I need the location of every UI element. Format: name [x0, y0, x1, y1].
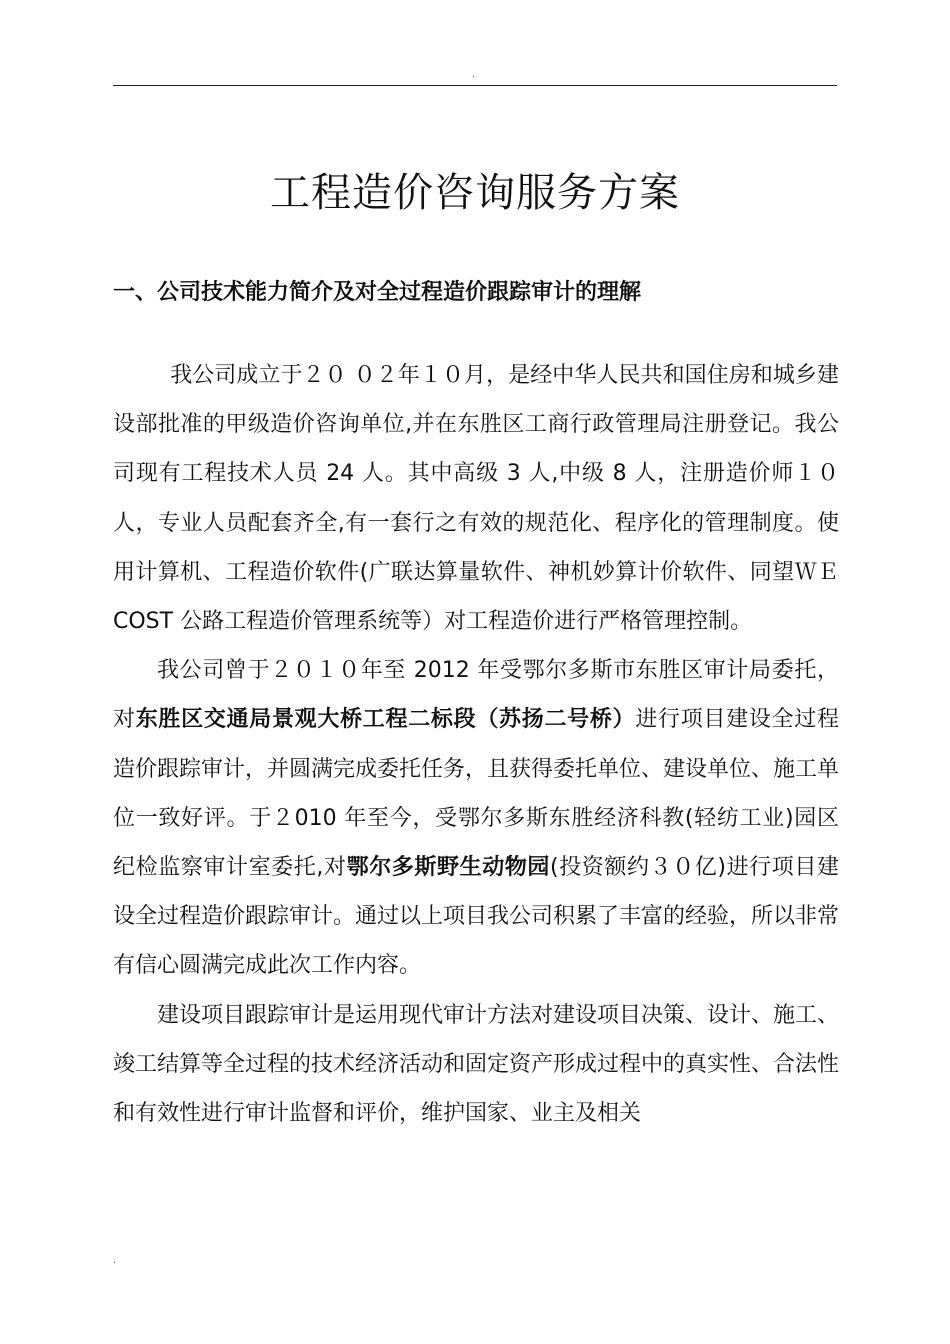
paragraph-text: 进行项目建设全过程造价跟踪审计，并圆满完成委托任务，且获得委托单位、建设单位、施工单位一致好评。于２010 年至今，受鄂尔多斯东胜经济科教(轻纺工业)园区纪检监察审计室委托,对: [113, 707, 840, 881]
project-name-zoo: 鄂尔多斯野生动物园: [346, 855, 551, 881]
document-title: 工程造价咨询服务方案: [270, 169, 680, 216]
footer-mark: .: [113, 1255, 117, 1266]
paragraph-company-intro: 我公司成立于２０ ０２年１０月，是经中华人民共和国住房和城乡建设部批准的甲级造价咨询单位,并在东胜区工商行政管理局注册登记。我公司现有工程技术人员 24 人。其中高级 3 人,中级 8 人，注册造价师１０人，专业人员配套齐全,有一套行之有效的规范化、程序化的管理制度。使用计算机、工程造价软件(广联达算量软件、神机妙算计价软件、同望ＷＥCOST 公路工程造价管理系统等）对工程造价进行严格管理控制。: [113, 363, 839, 635]
paragraph-text: (投资额约３０亿)进行项目建设全过程造价跟踪审计。通过以上项目我公司积累了丰富的经验，所以非常有信心圆满完成此次工作内容。: [113, 855, 840, 979]
paragraph-audit-definition: 建设项目跟踪审计是运用现代审计方法对建设项目决策、设计、施工、竣工结算等全过程的技术经济活动和固定资产形成过程中的真实性、合法性和有效性进行审计监督和评价，维护国家、业主及相关: [113, 1002, 840, 1127]
header-rule: [113, 85, 837, 86]
project-name-bridge: 东胜区交通局景观大桥工程二标段（苏扬二号桥）: [135, 707, 636, 733]
paragraph-experience: [113, 646, 839, 990]
paragraph-text: 我公司曾于２０１０年至 2012 年受鄂尔多斯市东胜区审计局委托，对: [113, 658, 839, 733]
section-heading: 一、公司技术能力简介及对全过程造价跟踪审计的理解: [113, 280, 642, 306]
header-mark: .: [472, 69, 476, 80]
section-body: [113, 351, 839, 1138]
